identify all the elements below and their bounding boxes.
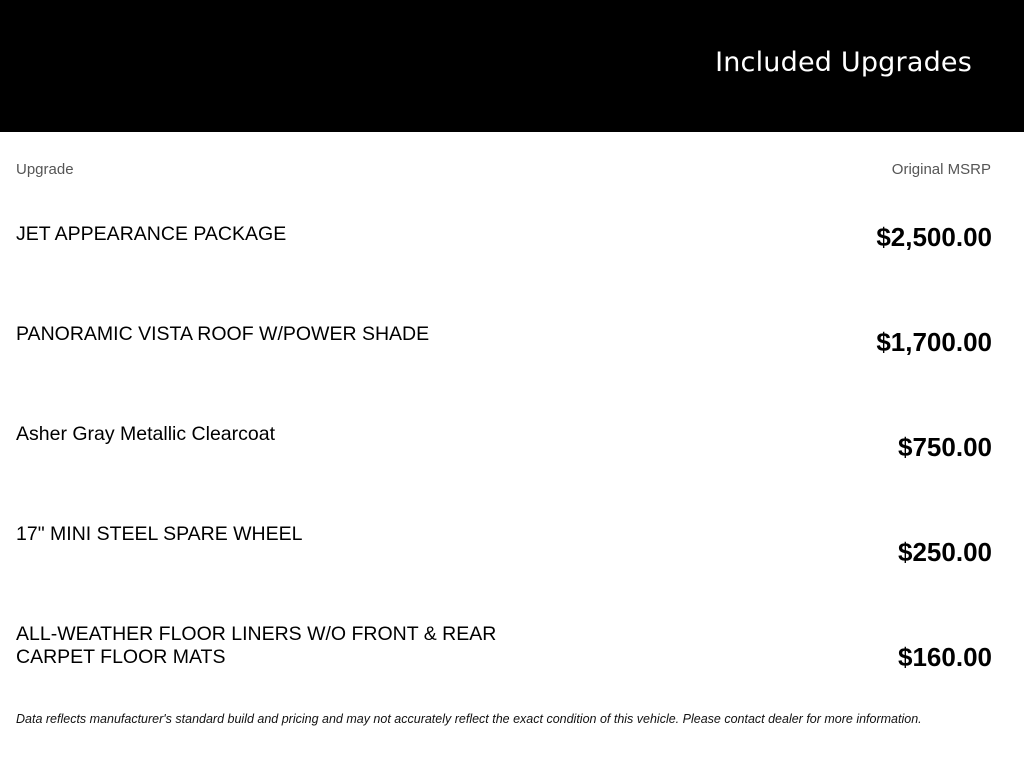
upgrade-price: $250.00	[898, 537, 992, 567]
upgrade-name: JET APPEARANCE PACKAGE	[16, 223, 287, 245]
upgrade-name: Asher Gray Metallic Clearcoat	[16, 423, 276, 445]
upgrade-name: PANORAMIC VISTA ROOF W/POWER SHADE	[16, 323, 430, 345]
page-title: Included Upgrades	[715, 47, 972, 78]
upgrade-price: $160.00	[898, 642, 992, 672]
upgrade-column-header: Upgrade	[16, 161, 74, 178]
upgrade-price: $1,700.00	[876, 327, 992, 357]
upgrade-price: $750.00	[898, 432, 992, 462]
upgrade-name: 17" MINI STEEL SPARE WHEEL	[16, 523, 303, 545]
msrp-column-header: Original MSRP	[891, 161, 991, 178]
upgrade-name: ALL-WEATHER FLOOR LINERS W/O FRONT & REAR CARPET FLOOR MATS	[16, 623, 497, 668]
upgrade-price: $2,500.00	[876, 222, 992, 252]
page-header	[0, 0, 1024, 132]
disclaimer-text: Data reflects manufacturer's standard build and pricing and may not accurately reflect the exact condition of this vehicle. Please contact dealer for more information.	[16, 712, 922, 726]
